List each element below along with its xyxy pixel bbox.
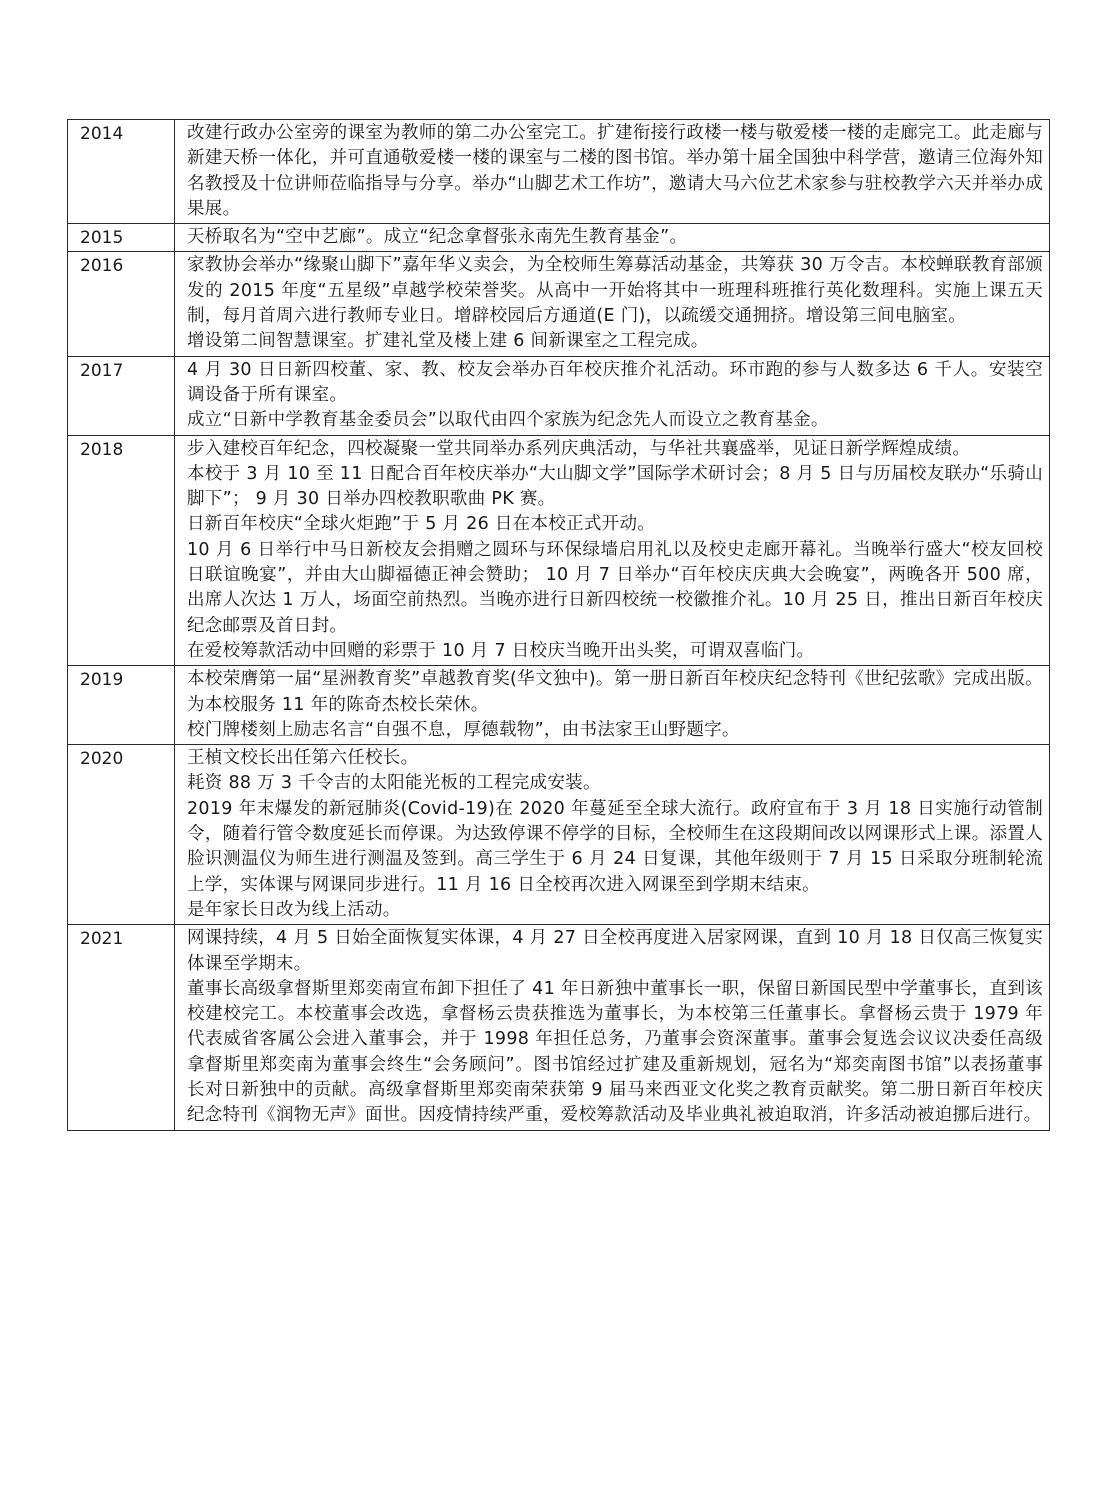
table-row bbox=[68, 666, 1050, 745]
event-paragraph: 改建行政办公室旁的课室为教师的第二办公室完工。扩建衔接行政楼一楼与敬爱楼一楼的走廊完工。此走廊与新建天桥一体化，并可直通敬爱楼一楼的课室与二楼的图书馆。举办第十届全国独中科学营，邀请三位海外知名教授及十位讲师莅临指导与分享。举办“山脚艺术工作坊”，邀请大马六位艺术家参与驻校教学六天并举办成果展。 bbox=[187, 123, 1043, 219]
table-row bbox=[68, 252, 1050, 356]
event-paragraph: 成立“日新中学教育基金委员会”以取代由四个家族为纪念先人而设立之教育基金。 bbox=[187, 410, 829, 431]
event-cell bbox=[175, 224, 1050, 252]
event-paragraph: 王楨文校长出任第六任校长。 bbox=[187, 748, 419, 769]
year-cell: 2020 bbox=[68, 745, 175, 925]
event-cell bbox=[175, 745, 1050, 925]
table-row bbox=[68, 925, 1050, 1130]
timeline-table bbox=[67, 119, 1050, 1131]
year-cell: 2019 bbox=[68, 666, 175, 745]
event-paragraph: 董事长高级拿督斯里郑奕南宣布卸下担任了 41 年日新独中董事长一职，保留日新国民型中学董事长，直到该校建校完工。本校董事会改选，拿督杨云贵获推选为董事长，为本校第三任董事长。拿督杨云贵于 1979 年代表威省客属公会进入董事会，并于 1998 年担任总务，乃董事会资深董事。董事会复选会议议决委任高级拿督斯里郑奕南为董事会终生“会务顾问”。图书馆经过扩建及重新规划，冠名为“郑奕南图书馆”以表扬董事长对日新独中的贡献。高级拿督斯里郑奕南荣获第 9 届马来西亚文化奖之教育贡献奖。第二册日新百年校庆纪念特刊《润物无声》面世。因疫情持续严重，爱校筹款活动及毕业典礼被迫取消，许多活动被迫挪后进行。 bbox=[187, 978, 1043, 1126]
event-paragraph: 校门牌楼刻上励志名言“自强不息，厚德载物”，由书法家王山野题字。 bbox=[187, 719, 740, 740]
table-row bbox=[68, 224, 1050, 252]
event-cell bbox=[175, 435, 1050, 666]
table-row bbox=[68, 435, 1050, 666]
year-cell: 2018 bbox=[68, 435, 175, 666]
event-paragraph: 10 月 6 日举行中马日新校友会捐赠之圆环与环保绿墙启用礼以及校史走廊开幕礼。当晚举行盛大“校友回校日联谊晚宴”，并由大山脚福德正神会赞助； 10 月 7 日举办“百年校庆庆典大会晚宴”，两晚各开 500 席，出席人次达 1 万人，场面空前热烈。当晚亦进行日新四校统一校徽推介礼。10 月 25 日，推出日新百年校庆纪念邮票及首日封。 bbox=[187, 539, 1043, 636]
year-cell: 2021 bbox=[68, 925, 175, 1130]
event-cell bbox=[175, 252, 1050, 356]
year-cell: 2014 bbox=[68, 120, 175, 224]
year-cell: 2017 bbox=[68, 356, 175, 435]
event-paragraph: 本校荣膺第一届“星洲教育奖”卓越教育奖(华文独中)。第一册日新百年校庆纪念特刊《世纪弦歌》完成出版。为本校服务 11 年的陈奇杰校长荣休。 bbox=[187, 669, 1043, 715]
event-cell bbox=[175, 925, 1050, 1130]
event-paragraph: 天桥取名为“空中艺廊”。成立“纪念拿督张永南先生教育基金”。 bbox=[187, 227, 688, 248]
table-row bbox=[68, 120, 1050, 224]
event-cell bbox=[175, 666, 1050, 745]
table-row bbox=[68, 356, 1050, 435]
event-paragraph: 是年家长日改为线上活动。 bbox=[187, 899, 401, 920]
table-row bbox=[68, 745, 1050, 925]
event-paragraph: 增设第二间智慧课室。扩建礼堂及楼上建 6 间新课室之工程完成。 bbox=[187, 331, 709, 352]
event-paragraph: 在爱校筹款活动中回赠的彩票于 10 月 7 日校庆当晚开出头奖，可谓双喜临门。 bbox=[187, 640, 815, 661]
year-cell: 2016 bbox=[68, 252, 175, 356]
event-cell bbox=[175, 356, 1050, 435]
year-cell: 2015 bbox=[68, 224, 175, 252]
event-cell bbox=[175, 120, 1050, 224]
event-paragraph: 步入建校百年纪念，四校凝聚一堂共同举办系列庆典活动，与华社共襄盛举，见证日新学辉煌成绩。 bbox=[187, 438, 971, 459]
event-paragraph: 日新百年校庆“全球火炬跑”于 5 月 26 日在本校正式开动。 bbox=[187, 514, 656, 535]
event-paragraph: 2019 年末爆发的新冠肺炎(Covid-19)在 2020 年蔓延至全球大流行。政府宣布于 3 月 18 日实施行动管制令，随着行管令数度延长而停课。为达致停课不停学的目标，全校师生在这段期间改以网课形式上课。添置人脸识测温仪为师生进行测温及签到。高三学生于 6 月 24 日复课，其他年级则于 7 月 15 日采取分班制轮流上学，实体课与网课同步进行。11 月 16 日全校再次进入网课至到学期末结束。 bbox=[187, 798, 1043, 895]
event-paragraph: 4 月 30 日日新四校董、家、教、校友会举办百年校庆推介礼活动。环市跑的参与人数多达 6 千人。安装空调设备于所有课室。 bbox=[187, 359, 1043, 405]
event-paragraph: 耗资 88 万 3 千令吉的太阳能光板的工程完成安装。 bbox=[187, 773, 601, 794]
event-paragraph: 本校于 3 月 10 至 11 日配合百年校庆举办“大山脚文学”国际学术研讨会；8 月 5 日与历届校友联办“乐骑山脚下”； 9 月 30 日举办四校教职歌曲 PK 赛。 bbox=[187, 463, 1043, 510]
event-paragraph: 家教协会举办“缘聚山脚下”嘉年华义卖会，为全校师生筹募活动基金，共筹获 30 万令吉。本校蝉联教育部颁发的 2015 年度“五星级”卓越学校荣誉奖。从高中一开始将其中一班理科班推行英化数理科。实施上课五天制，每月首周六进行教师专业日。增辟校园后方通道(E 门)，以疏缓交通拥挤。增设第三间电脑室。 bbox=[187, 255, 1043, 327]
event-paragraph: 网课持续，4 月 5 日始全面恢复实体课，4 月 27 日全校再度进入居家网课，直到 10 月 18 日仅高三恢复实体课至学期末。 bbox=[187, 928, 1043, 974]
